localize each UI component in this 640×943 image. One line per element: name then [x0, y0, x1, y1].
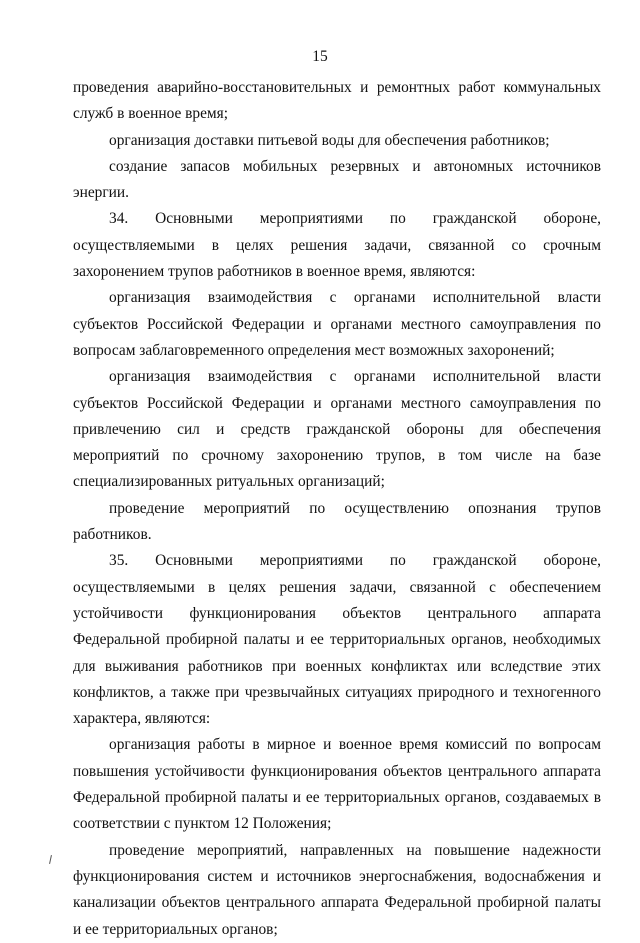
paragraph: 35. Основными мероприятиями по гражданской обороне, осуществляемыми в целях решения задачи, связанной с обеспечением устойчивости функционирования объектов центрального аппарата Федеральной пробирной палаты и ее территориальных органов, необходимых для выживания работников при военных конфликтах или вследствие этих конфликтов, а также при чрезвычайных ситуациях природного и техногенного характера, являются:: [73, 552, 601, 728]
paragraph: организация взаимодействия с органами исполнительной власти субъектов Российской Федерации и органами местного самоуправления по привлечению сил и средств гражданской обороны для обеспечения мероприятий по срочному захоронению трупов, в том числе на базе специализированных ритуальных организаций;: [73, 368, 601, 491]
paragraph: проведение мероприятий по осуществлению опознания трупов работников.: [73, 499, 601, 544]
paragraph: организация доставки питьевой воды для обеспечения работников;: [109, 131, 550, 149]
scan-mark: [49, 855, 52, 864]
paragraph: организация взаимодействия с органами исполнительной власти субъектов Российской Федерации и органами местного самоуправления по вопросам заблаговременного определения мест возможных захоронений;: [73, 289, 601, 359]
paragraph: создание запасов мобильных резервных и автономных источников энергии.: [73, 157, 601, 202]
page-number: 15: [312, 48, 328, 65]
paragraph: организация работы в мирное и военное время комиссий по вопросам повышения устойчивости функционирования объектов центрального аппарата Федеральной пробирной палаты и ее территориальных органов, создаваемых в соответствии с пунктом 12 Положения;: [73, 736, 601, 833]
paragraph: проведение мероприятий, направленных на повышение надежности функционирования систем и источников энергоснабжения, водоснабжения и канализации объектов центрального аппарата Федеральной пробирной палаты и ее территориальных органов;: [73, 841, 601, 938]
paragraph: 34. Основными мероприятиями по гражданской обороне, осуществляемыми в целях решения задачи, связанной со срочным захоронением трупов работников в военное время, являются:: [73, 210, 601, 281]
paragraph: проведения аварийно-восстановительных и ремонтных работ коммунальных служб в военное время;: [73, 79, 601, 123]
document-body: [73, 75, 601, 943]
